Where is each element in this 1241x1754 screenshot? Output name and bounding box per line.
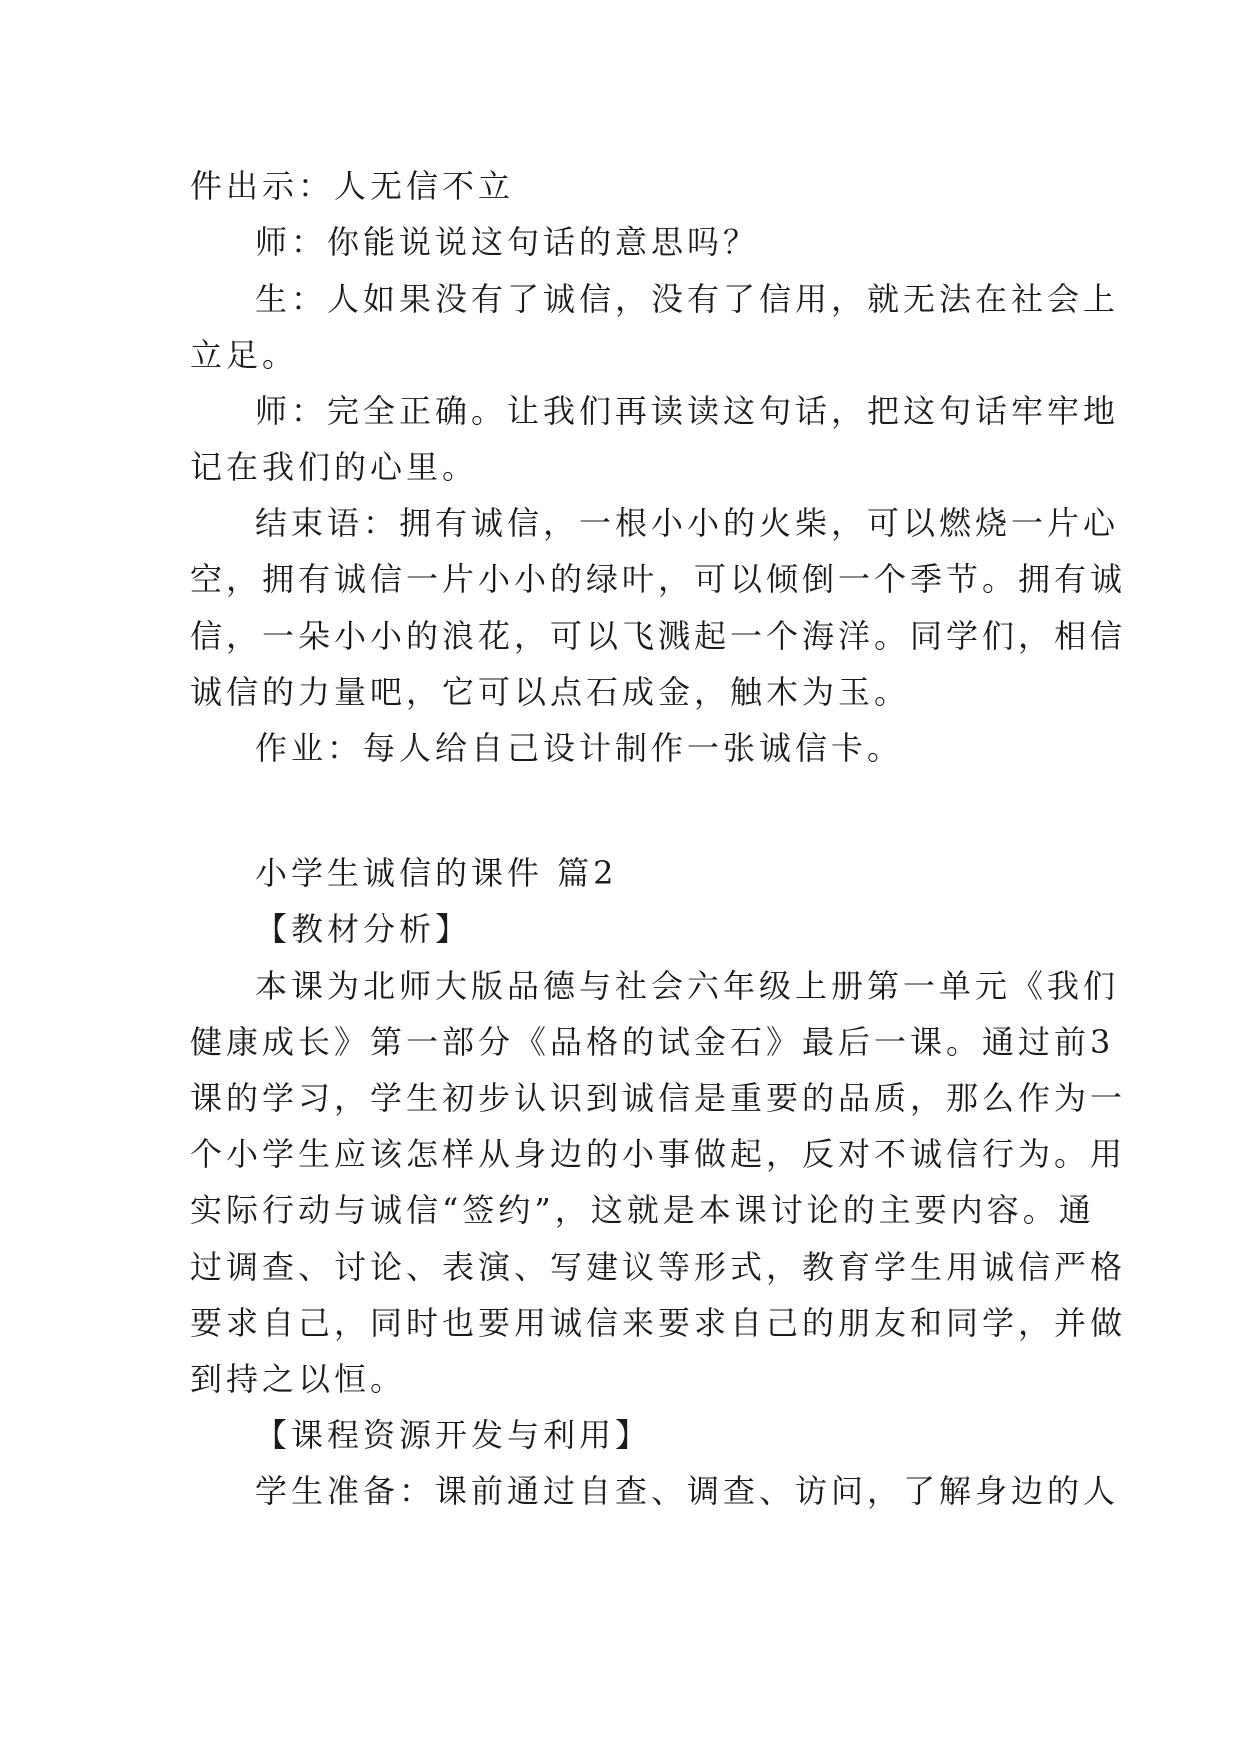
subsection-heading: 【教材分析】 <box>255 910 472 948</box>
text-line: 记在我们的心里。 <box>190 448 479 486</box>
text-line: 课的学习，学生初步认识到诚信是重要的品质，那么作为一 <box>190 1079 1127 1117</box>
text-line: 立足。 <box>190 336 299 374</box>
text-line: 生：人如果没有了诚信，没有了信用，就无法在社会上 <box>255 280 1120 318</box>
text-line: 学生准备：课前通过自查、调查、访问，了解身边的人 <box>255 1472 1120 1510</box>
text-line: 要求自己，同时也要用诚信来要求自己的朋友和同学，并做 <box>190 1304 1127 1342</box>
text-line: 过调查、讨论、表演、写建议等形式，教育学生用诚信严格 <box>190 1248 1127 1286</box>
subsection-heading: 【课程资源开发与利用】 <box>255 1416 652 1454</box>
text-line: 到持之以恒。 <box>190 1360 407 1398</box>
text-line: 空，拥有诚信一片小小的绿叶，可以倾倒一个季节。拥有诚 <box>190 560 1127 598</box>
text-line: 健康成长》第一部分《品格的试金石》最后一课。通过前3 <box>190 1023 1115 1061</box>
text-line: 件出示：人无信不立 <box>190 167 515 205</box>
text-line: 本课为北师大版品德与社会六年级上册第一单元《我们 <box>255 967 1120 1005</box>
text-line: 诚信的力量吧，它可以点石成金，触木为玉。 <box>190 673 911 711</box>
text-line: 师：完全正确。让我们再读读这句话，把这句话牢牢地 <box>255 392 1120 430</box>
text-line: 作业：每人给自己设计制作一张诚信卡。 <box>255 729 904 767</box>
text-line: 个小学生应该怎样从身边的小事做起，反对不诚信行为。用 <box>190 1135 1127 1173</box>
text-line: 结束语：拥有诚信，一根小小的火柴，可以燃烧一片心 <box>255 504 1120 542</box>
text-line: 信，一朵小小的浪花，可以飞溅起一个海洋。同学们，相信 <box>190 617 1127 655</box>
section-heading: 小学生诚信的课件 篇2 <box>255 854 618 892</box>
text-line: 师：你能说说这句话的意思吗？ <box>255 223 760 261</box>
text-line: 实际行动与诚信“签约”，这就是本课讨论的主要内容。通 <box>190 1191 1095 1229</box>
